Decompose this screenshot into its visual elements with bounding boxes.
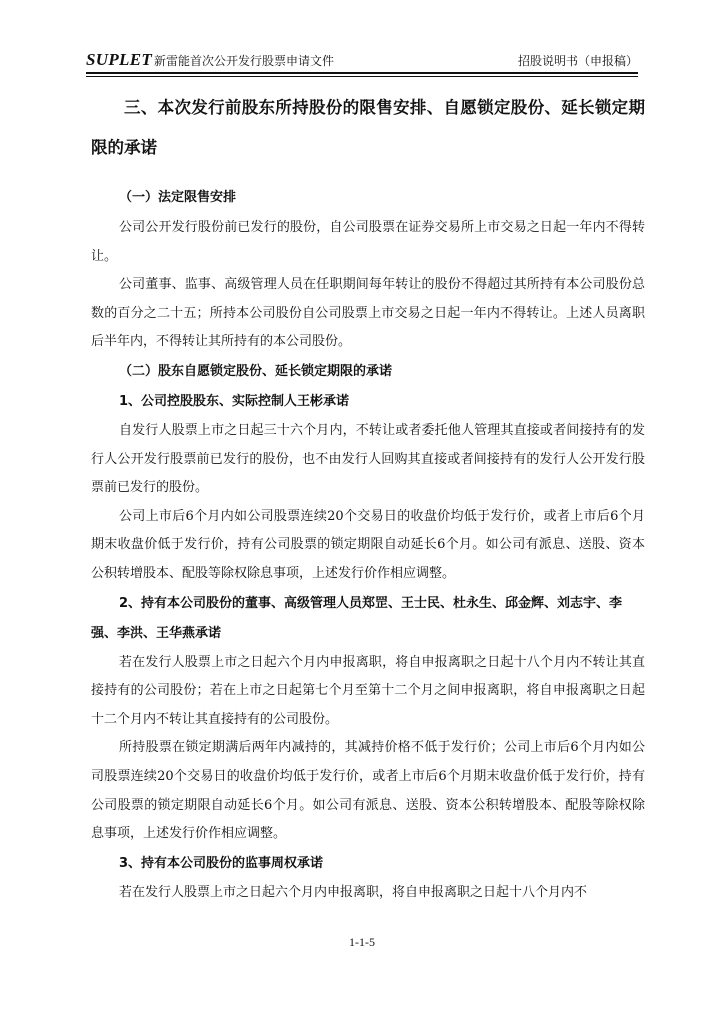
paragraph: 若在发行人股票上市之日起六个月内申报离职，将自申报离职之日起十八个月内不转让其直接持有的公司股份；若在上市之日起第七个月至第十二个月之间申报离职，将自申报离职之日起十二个月内不转让其直接持有的公司股份。 bbox=[91, 654, 645, 727]
paragraph: 公司上市后6个月内如公司股票连续20个交易日的收盘价均低于发行价，或者上市后6个月期末收盘价低于发行价，持有公司股票的锁定期限自动延长6个月。如公司有派息、送股、资本公积转增股本、配股等除权除息事项，上述发行价作相应调整。 bbox=[91, 508, 645, 581]
paragraph: 若在发行人股票上市之日起六个月内申报离职，将自申报离职之日起十八个月内不 bbox=[119, 884, 588, 900]
document-type: 招股说明书（申报稿） bbox=[517, 54, 638, 68]
company-logo: SUPLET bbox=[86, 50, 153, 69]
section-title: 三、本次发行前股东所持股份的限售安排、自愿锁定股份、延长锁定期限的承诺 bbox=[91, 98, 645, 157]
header-rule-thin bbox=[86, 76, 638, 77]
subheading-voluntary-lockup: （二）股东自愿锁定股份、延长锁定期限的承诺 bbox=[119, 363, 393, 379]
page-number: 1-1-5 bbox=[349, 935, 375, 949]
paragraph: 自发行人股票上市之日起三十六个月内，不转让或者委托他人管理其直接或者间接持有的发行人公开发行股票前已发行的股份，也不由发行人回购其直接或者间接持有的发行人公开发行股票前已发行的股份。 bbox=[91, 422, 645, 496]
paragraph: 公司公开发行股份前已发行的股份，自公司股票在证券交易所上市交易之日起一年内不得转让。 bbox=[91, 220, 645, 264]
subheading-statutory-lockup: （一）法定限售安排 bbox=[119, 190, 237, 205]
document-title: 新雷能首次公开发行股票申请文件 bbox=[154, 54, 335, 68]
page-header bbox=[86, 48, 638, 70]
header-left bbox=[86, 50, 334, 70]
subheading-directors-executives: 2、持有本公司股份的董事、高级管理人员郑罡、王士民、杜永生、邱金辉、刘志宇、李强、李洪、王华燕承诺 bbox=[91, 595, 623, 641]
subheading-controlling-shareholder: 1、公司控股股东、实际控制人王彬承诺 bbox=[119, 393, 350, 409]
paragraph: 所持股票在锁定期满后两年内减持的，其减持价格不低于发行价；公司上市后6个月内如公司股票连续20个交易日的收盘价均低于发行价，或者上市后6个月期末收盘价低于发行价，持有公司股票的锁定期限自动延长6个月。如公司有派息、送股、资本公积转增股本、配股等除权除息事项，上述发行价作相应调整。 bbox=[91, 740, 645, 842]
subheading-supervisor: 3、持有本公司股份的监事周权承诺 bbox=[119, 855, 324, 871]
paragraph: 公司董事、监事、高级管理人员在任职期间每年转让的股份不得超过其所持有本公司股份总数的百分之二十五；所持本公司股份自公司股票上市交易之日起一年内不得转让。上述人员离职后半年内，不得转让其所持有的本公司股份。 bbox=[91, 277, 645, 350]
header-rule-thick bbox=[86, 72, 638, 74]
page-body bbox=[91, 88, 645, 907]
